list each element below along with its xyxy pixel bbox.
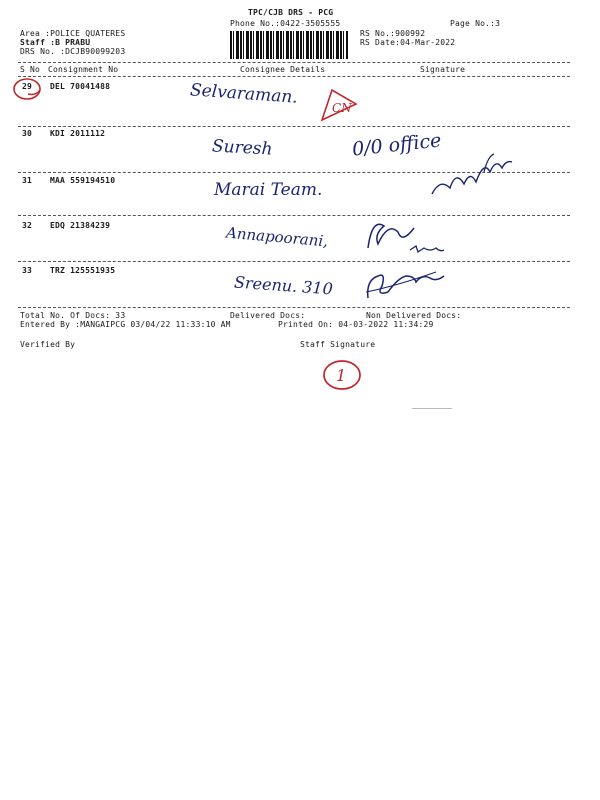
staff-signature-label: Staff Signature [300,340,376,349]
delivered-docs: Delivered Docs: [230,311,306,320]
signature-scribble [362,214,462,262]
red-stamp-mark [316,86,360,126]
area-label: Area :POLICE QUATERES [20,29,126,38]
consignee-handwriting: Sreenu. 310 [233,272,334,299]
red-circled-number [320,356,364,394]
red-circle-mark [8,74,48,108]
barcode [230,31,348,59]
non-delivered-docs: Non Delivered Docs: [366,311,462,320]
entered-by: Entered By :MANGAIPCG 03/04/22 11:33:10 AM [20,320,231,329]
row-consignment: EDQ 21384239 [50,221,111,230]
consignee-handwriting: Marai Team. [214,180,323,200]
document-title: TPC/CJB DRS - PCG [248,8,334,17]
divider [18,307,570,308]
staff-label: Staff :B PRABU [20,38,91,47]
divider [18,62,570,63]
consignee-handwriting: Annapoorani, [225,223,329,251]
signature-scribble [360,262,450,306]
divider [18,261,570,262]
row-sno: 31 [22,176,33,185]
row-consignment: MAA 559194510 [50,176,116,185]
verified-by: Verified By [20,340,76,349]
col-signature: Signature [420,65,466,74]
rs-number: RS No.:900992 [360,29,426,38]
row-consignment: DEL 70041488 [50,82,111,91]
col-consignment: Consignment No [48,65,119,74]
signature-scribble [428,150,518,202]
scan-artifact [412,408,452,409]
circle-mark-text: 1 [336,366,347,385]
row-consignment: TRZ 125551935 [50,266,116,275]
total-docs: Total No. Of Docs: 33 [20,311,126,320]
rs-date: RS Date:04-Mar-2022 [360,38,456,47]
divider [18,76,570,77]
col-consignee: Consignee Details [240,65,326,74]
row-sno: 29 [22,82,33,91]
page-number: Page No.:3 [450,19,501,28]
divider [18,215,570,216]
consignee-handwriting: Selvaraman. [189,80,299,108]
row-sno: 30 [22,129,33,138]
row-consignment: KDI 2011112 [50,129,106,138]
drs-number: DRS No. :DCJB90099203 [20,47,126,56]
col-sno: S No [20,65,41,74]
signature-handwriting: 0/0 office [351,129,443,161]
phone-number: Phone No.:0422-3505555 [230,19,341,28]
consignee-handwriting: Suresh [211,136,273,160]
row-sno: 32 [22,221,33,230]
svg-text:CN: CN [332,101,352,115]
row-sno: 33 [22,266,33,275]
divider [18,126,570,127]
printed-on: Printed On: 04-03-2022 11:34:29 [278,320,434,329]
